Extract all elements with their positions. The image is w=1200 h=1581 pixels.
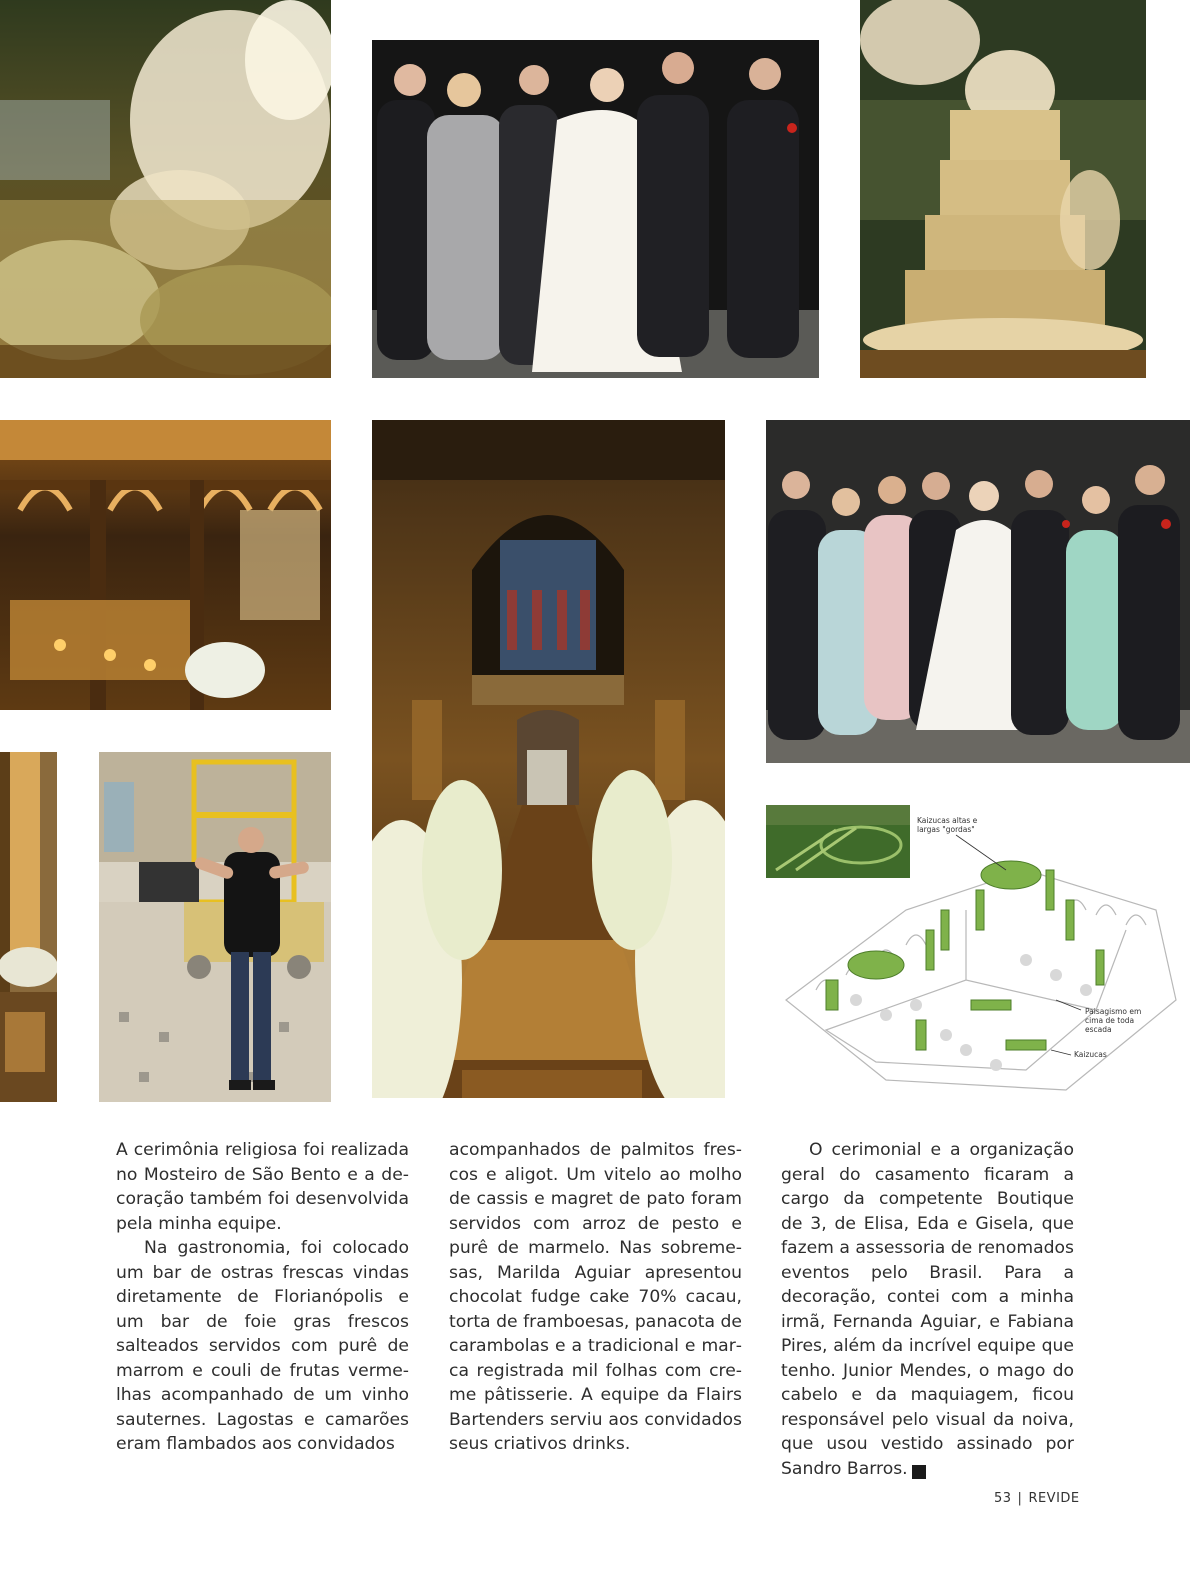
page-footer [994,1491,1080,1506]
article-paragraph: Na gastronomia, foi colocado um bar de ostras frescas vindas diretamente de Florianópolis e um bar de foie gras frescos salteados servidos com purê de marrom e couli de frutas vermelhas acompanhado de um vinho sauternes. Lagostas e camarões eram flambados aos convidados [116,1238,409,1454]
photo-flowers-buffet [0,0,331,378]
article-paragraph: acompanhados de palmitos frescos e aligot. Um vitelo ao molho de cassis e magret de pato foram servidos com arroz de pesto e purê de marmelo. Nas sobremesas, Marilda Aguiar apresentou chocolat fudge cake 70% cacau, torta de framboesas, panacota de carambolas e a tradicional e marca registrada mil folhas com creme pâtisserie. A equipe da Flairs Bartenders serviu aos convidados seus criativos drinks. [449,1140,742,1454]
photo-wedding-party [766,420,1190,763]
annotation-paisagismo: Paisagismo em cima de toda escada [1085,1007,1142,1034]
annotation-kaizucas-altas: Kaizucas altas e largas "gordas" [917,816,978,834]
article-paragraph [781,1138,1074,1481]
photo-church-aisle [372,420,725,1098]
photo-wedding-cake [860,0,1146,378]
photo-wedding-family [372,40,819,378]
article-column-3 [781,1138,1074,1481]
photo-decorator-venue [99,752,331,1102]
footer-separator: | [1017,1491,1023,1506]
page-number: 53 [994,1491,1012,1506]
article-paragraph: A cerimônia religiosa foi realizada no Mosteiro de São Bento e a decoração também foi desenvolvida pela minha equipe. [116,1140,409,1234]
garden-plan-diagram [766,800,1190,1102]
article-column-2 [449,1138,742,1457]
photo-column-detail [0,752,57,1102]
magazine-name: REVIDE [1028,1491,1080,1506]
article-column-1 [116,1138,409,1457]
photo-reception-hall [0,420,331,710]
end-of-article-mark: r [912,1465,926,1479]
article-paragraph-text: O cerimonial e a organização geral do casamento ficaram a cargo da competente Boutique de 3, de Elisa, Eda e Gisela, que fazem a assessoria de renomados eventos pelo Brasil. Para a decoração, contei com a minha irmã, Fernanda Aguiar, e Fabiana Pires, além da incrível equipe que tenho. Junior Mendes, o mago do cabelo e da maquiagem, ficou responsável pelo visual da noiva, que usou vestido assinado por Sandro Barros. [781,1140,1074,1479]
annotation-kaizucas: Kaizucas [1074,1050,1107,1059]
